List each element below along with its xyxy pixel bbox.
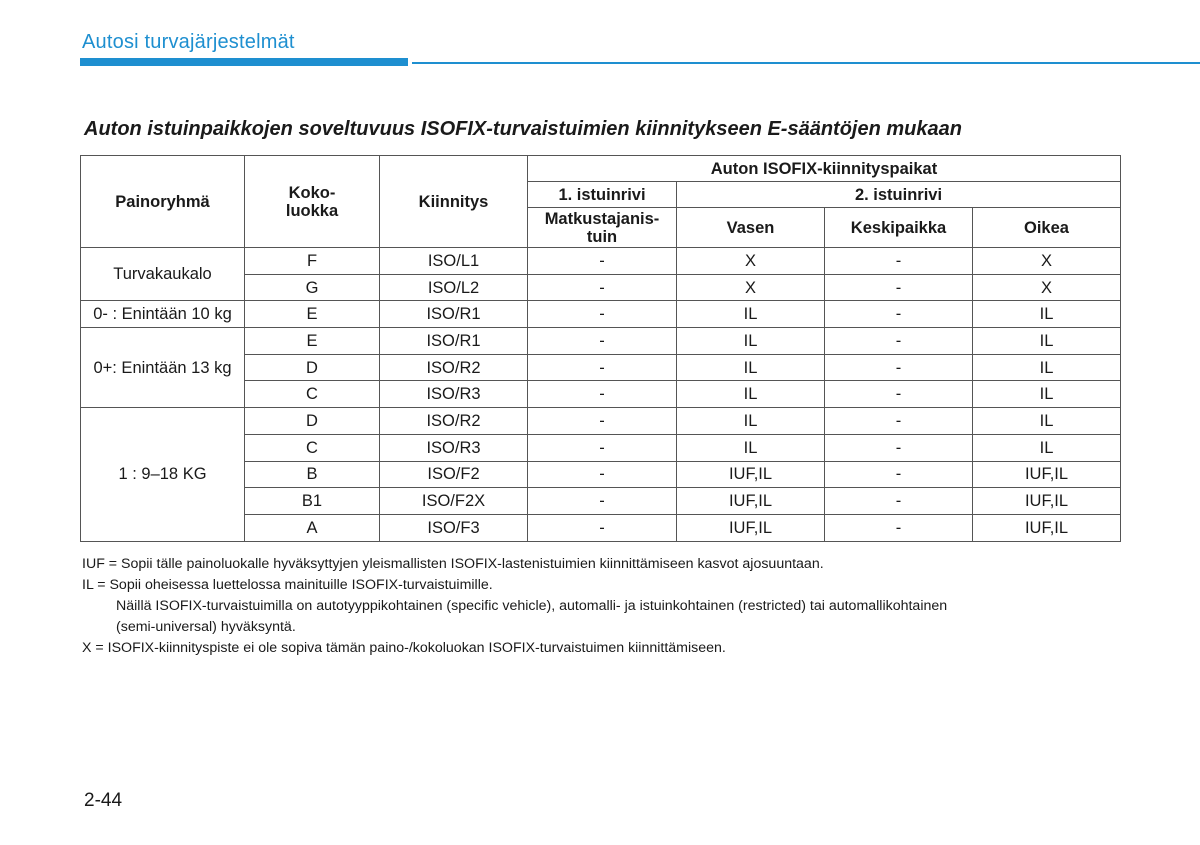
passenger-cell: - bbox=[528, 328, 677, 355]
center-cell: - bbox=[825, 301, 973, 328]
note-iuf: IUF = Sopii tälle painoluokalle hyväksyttyjen yleismallisten ISOFIX-lastenistuimien kiinnittämiseen kasvot ajosuuntaan. bbox=[82, 556, 824, 572]
left-cell: IUF,IL bbox=[677, 488, 825, 515]
passenger-cell: - bbox=[528, 488, 677, 515]
center-cell: - bbox=[825, 514, 973, 541]
size-class-cell: C bbox=[245, 434, 380, 461]
header-row2: 2. istuinrivi bbox=[677, 182, 1121, 208]
header-vehicle-positions: Auton ISOFIX-kiinnityspaikat bbox=[528, 156, 1121, 182]
header-left: Vasen bbox=[677, 208, 825, 248]
center-cell: - bbox=[825, 434, 973, 461]
right-cell: IL bbox=[973, 301, 1121, 328]
center-cell: - bbox=[825, 274, 973, 301]
mounting-cell: ISO/F3 bbox=[380, 514, 528, 541]
size-class-cell: D bbox=[245, 408, 380, 435]
center-cell: - bbox=[825, 461, 973, 488]
size-class-cell: B1 bbox=[245, 488, 380, 515]
mounting-cell: ISO/L2 bbox=[380, 274, 528, 301]
header-row1: 1. istuinrivi bbox=[528, 182, 677, 208]
center-cell: - bbox=[825, 328, 973, 355]
left-cell: X bbox=[677, 274, 825, 301]
left-cell: IL bbox=[677, 301, 825, 328]
mounting-cell: ISO/R3 bbox=[380, 381, 528, 408]
table-body bbox=[81, 248, 1121, 542]
mounting-cell: ISO/F2X bbox=[380, 488, 528, 515]
right-cell: IUF,IL bbox=[973, 488, 1121, 515]
right-cell: IL bbox=[973, 381, 1121, 408]
left-cell: IUF,IL bbox=[677, 514, 825, 541]
size-class-cell: B bbox=[245, 461, 380, 488]
passenger-cell: - bbox=[528, 434, 677, 461]
left-cell: X bbox=[677, 248, 825, 275]
right-cell: IUF,IL bbox=[973, 461, 1121, 488]
passenger-cell: - bbox=[528, 301, 677, 328]
size-class-cell: E bbox=[245, 328, 380, 355]
size-class-cell: E bbox=[245, 301, 380, 328]
mounting-cell: ISO/R1 bbox=[380, 328, 528, 355]
center-cell: - bbox=[825, 354, 973, 381]
left-cell: IL bbox=[677, 354, 825, 381]
mounting-cell: ISO/F2 bbox=[380, 461, 528, 488]
passenger-cell: - bbox=[528, 354, 677, 381]
table-row bbox=[81, 408, 1121, 435]
mounting-cell: ISO/R2 bbox=[380, 354, 528, 381]
section-title: Autosi turvajärjestelmät bbox=[82, 31, 295, 53]
header-weight-group: Painoryhmä bbox=[81, 156, 245, 248]
size-class-cell: F bbox=[245, 248, 380, 275]
weight-group-cell: 1 : 9–18 KG bbox=[81, 408, 245, 541]
center-cell: - bbox=[825, 488, 973, 515]
passenger-cell: - bbox=[528, 248, 677, 275]
isofix-compatibility-table bbox=[80, 155, 1121, 542]
header-accent-bar bbox=[80, 58, 408, 66]
passenger-cell: - bbox=[528, 381, 677, 408]
right-cell: IL bbox=[973, 328, 1121, 355]
left-cell: IL bbox=[677, 434, 825, 461]
header-mounting: Kiinnitys bbox=[380, 156, 528, 248]
header-rule bbox=[412, 62, 1200, 64]
document-heading: Auton istuinpaikkojen soveltuvuus ISOFIX-turvaistuimien kiinnitykseen E-sääntöjen mukaan bbox=[84, 118, 962, 140]
size-class-cell: G bbox=[245, 274, 380, 301]
mounting-cell: ISO/R3 bbox=[380, 434, 528, 461]
header-center: Keskipaikka bbox=[825, 208, 973, 248]
passenger-cell: - bbox=[528, 408, 677, 435]
note-il-detail-2: (semi-universal) hyväksyntä. bbox=[116, 619, 296, 635]
size-class-cell: C bbox=[245, 381, 380, 408]
right-cell: IL bbox=[973, 354, 1121, 381]
mounting-cell: ISO/L1 bbox=[380, 248, 528, 275]
right-cell: X bbox=[973, 274, 1121, 301]
table-row bbox=[81, 301, 1121, 328]
notes bbox=[82, 554, 947, 659]
size-class-cell: A bbox=[245, 514, 380, 541]
header-size-class: Koko- luokka bbox=[245, 156, 380, 248]
passenger-cell: - bbox=[528, 274, 677, 301]
left-cell: IUF,IL bbox=[677, 461, 825, 488]
weight-group-cell: 0- : Enintään 10 kg bbox=[81, 301, 245, 328]
page-number: 2-44 bbox=[84, 790, 123, 811]
mounting-cell: ISO/R2 bbox=[380, 408, 528, 435]
note-il-detail-1: Näillä ISOFIX-turvaistuimilla on autotyyppikohtainen (specific vehicle), automalli- ja istuinkohtainen (restricted) tai automallikohtainen bbox=[116, 598, 948, 614]
right-cell: IL bbox=[973, 434, 1121, 461]
weight-group-cell: Turvakaukalo bbox=[81, 248, 245, 301]
left-cell: IL bbox=[677, 408, 825, 435]
weight-group-cell: 0+: Enintään 13 kg bbox=[81, 328, 245, 408]
center-cell: - bbox=[825, 248, 973, 275]
right-cell: IUF,IL bbox=[973, 514, 1121, 541]
note-il: IL = Sopii oheisessa luettelossa mainituille ISOFIX-turvaistuimille. bbox=[82, 577, 493, 593]
note-x: X = ISOFIX-kiinnityspiste ei ole sopiva tämän paino-/kokoluokan ISOFIX-turvaistuimen kiinnittämiseen. bbox=[82, 640, 726, 656]
right-cell: X bbox=[973, 248, 1121, 275]
center-cell: - bbox=[825, 408, 973, 435]
mounting-cell: ISO/R1 bbox=[380, 301, 528, 328]
left-cell: IL bbox=[677, 328, 825, 355]
table-row bbox=[81, 328, 1121, 355]
passenger-cell: - bbox=[528, 461, 677, 488]
size-class-cell: D bbox=[245, 354, 380, 381]
header-passenger: Matkustajanis- tuin bbox=[528, 208, 677, 248]
passenger-cell: - bbox=[528, 514, 677, 541]
left-cell: IL bbox=[677, 381, 825, 408]
center-cell: - bbox=[825, 381, 973, 408]
right-cell: IL bbox=[973, 408, 1121, 435]
table-row bbox=[81, 248, 1121, 275]
header-right: Oikea bbox=[973, 208, 1121, 248]
